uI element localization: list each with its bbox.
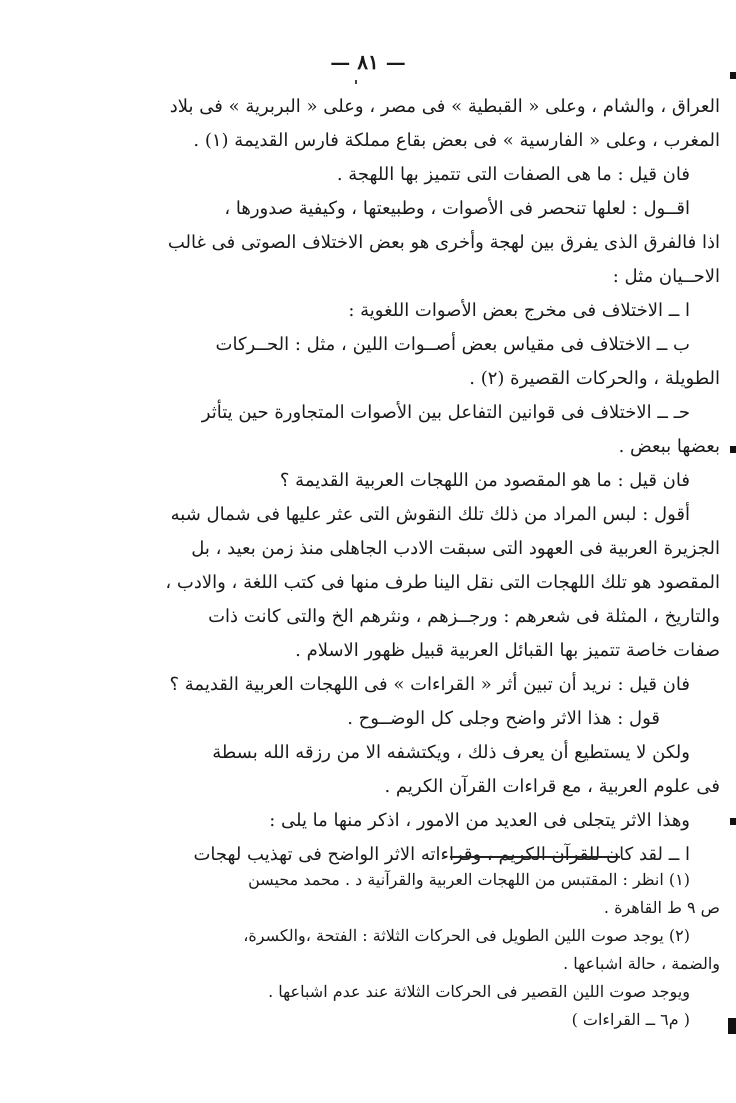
text-line: الطويلة ، والحركات القصيرة (٢) .	[469, 368, 720, 389]
text-line: حـ ــ الاختلاف فى قوانين التفاعل بين الأصوات المتجاورة حين يتأثر	[201, 402, 690, 423]
text-line: فان قيل : نريد أن تبين أثر « القراءات » فى اللهجات العربية القديمة ؟	[169, 674, 690, 695]
footnote-line: ويوجد صوت اللين القصير فى الحركات الثلاثة عند عدم اشباعها .	[268, 982, 690, 1001]
text-line: المغرب ، وعلى « الفارسية » فى بعض بقاع مملكة فارس القديمة (١) .	[193, 130, 720, 151]
text-line: اذا فالفرق الذى يفرق بين لهجة وأخرى هو بعض الاختلاف الصوتى فى غالب	[167, 232, 720, 253]
text-line: فان قيل : ما هى الصفات التى تتميز بها اللهجة .	[336, 164, 690, 185]
scan-edge-mark	[730, 72, 736, 79]
text-line: فى علوم العربية ، مع قراءات القرآن الكريم .	[384, 776, 720, 797]
text-line: وهذا الاثر يتجلى فى العديد من الامور ، اذكر منها ما يلى :	[269, 810, 690, 831]
footnote-line: والضمة ، حالة اشباعها .	[563, 954, 720, 973]
text-line: أقول : لبس المراد من ذلك تلك النقوش التى عثر عليها فى شمال شبه	[170, 504, 690, 525]
text-line: ب ــ الاختلاف فى مقياس بعض أصــوات اللين ، مثل : الحــركات	[215, 334, 690, 355]
text-line: قول : هذا الاثر واضح وجلى كل الوضــوح .	[347, 708, 660, 729]
text-line: ا ــ لقد كان للقرآن الكريم ، وقراءاته الاثر الواضح فى تهذيب لهجات	[193, 844, 690, 865]
scan-edge-mark	[730, 818, 736, 825]
text-line: الاحــيان مثل :	[612, 266, 720, 287]
ink-speck	[355, 80, 357, 84]
text-line: ولكن لا يستطيع أن يعرف ذلك ، ويكتشفه الا من رزقه الله بسطة	[212, 742, 690, 763]
footnote-line: ( م٦ ــ القراءات )	[571, 1010, 690, 1029]
text-line: بعضها ببعض .	[618, 436, 720, 457]
page-number: — ٨١ —	[330, 50, 406, 74]
text-line: والتاريخ ، المثلة فى شعرهم : ورجــزهم ، ونثرهم الخ والتى كانت ذات	[208, 606, 720, 627]
main-text	[70, 90, 720, 872]
footnote-line: (١) انظر : المقتبس من اللهجات العربية والقرآنية د . محمد محيسن	[248, 870, 690, 889]
text-line: المقصود هو تلك اللهجات التى نقل الينا طرف منها فى كتب اللغة ، والادب ،	[165, 572, 720, 593]
scan-edge-mark	[728, 1018, 736, 1034]
text-line: اقــول : لعلها تنحصر فى الأصوات ، وطبيعتها ، وكيفية صدورها ،	[224, 198, 690, 219]
text-line: فان قيل : ما هو المقصود من اللهجات العربية القديمة ؟	[279, 470, 690, 491]
scan-edge-mark	[730, 446, 736, 453]
footnote-divider	[450, 856, 620, 858]
footnote-line: ص ٩ ط القاهرة .	[603, 898, 720, 917]
text-line: العراق ، والشام ، وعلى « القبطية » فى مصر ، وعلى « البربرية » فى بلاد	[169, 96, 720, 117]
text-line: صفات خاصة تتميز بها القبائل العربية قبيل ظهور الاسلام .	[295, 640, 720, 661]
footnotes	[80, 866, 720, 1034]
footnote-line: (٢) يوجد صوت اللين الطويل فى الحركات الثلاثة : الفتحة ،والكسرة،	[243, 926, 690, 945]
text-line: ا ــ الاختلاف فى مخرج بعض الأصوات اللغوية :	[348, 300, 690, 321]
text-line: الجزيرة العربية فى العهود التى سبقت الادب الجاهلى منذ زمن بعيد ، بل	[191, 538, 720, 559]
